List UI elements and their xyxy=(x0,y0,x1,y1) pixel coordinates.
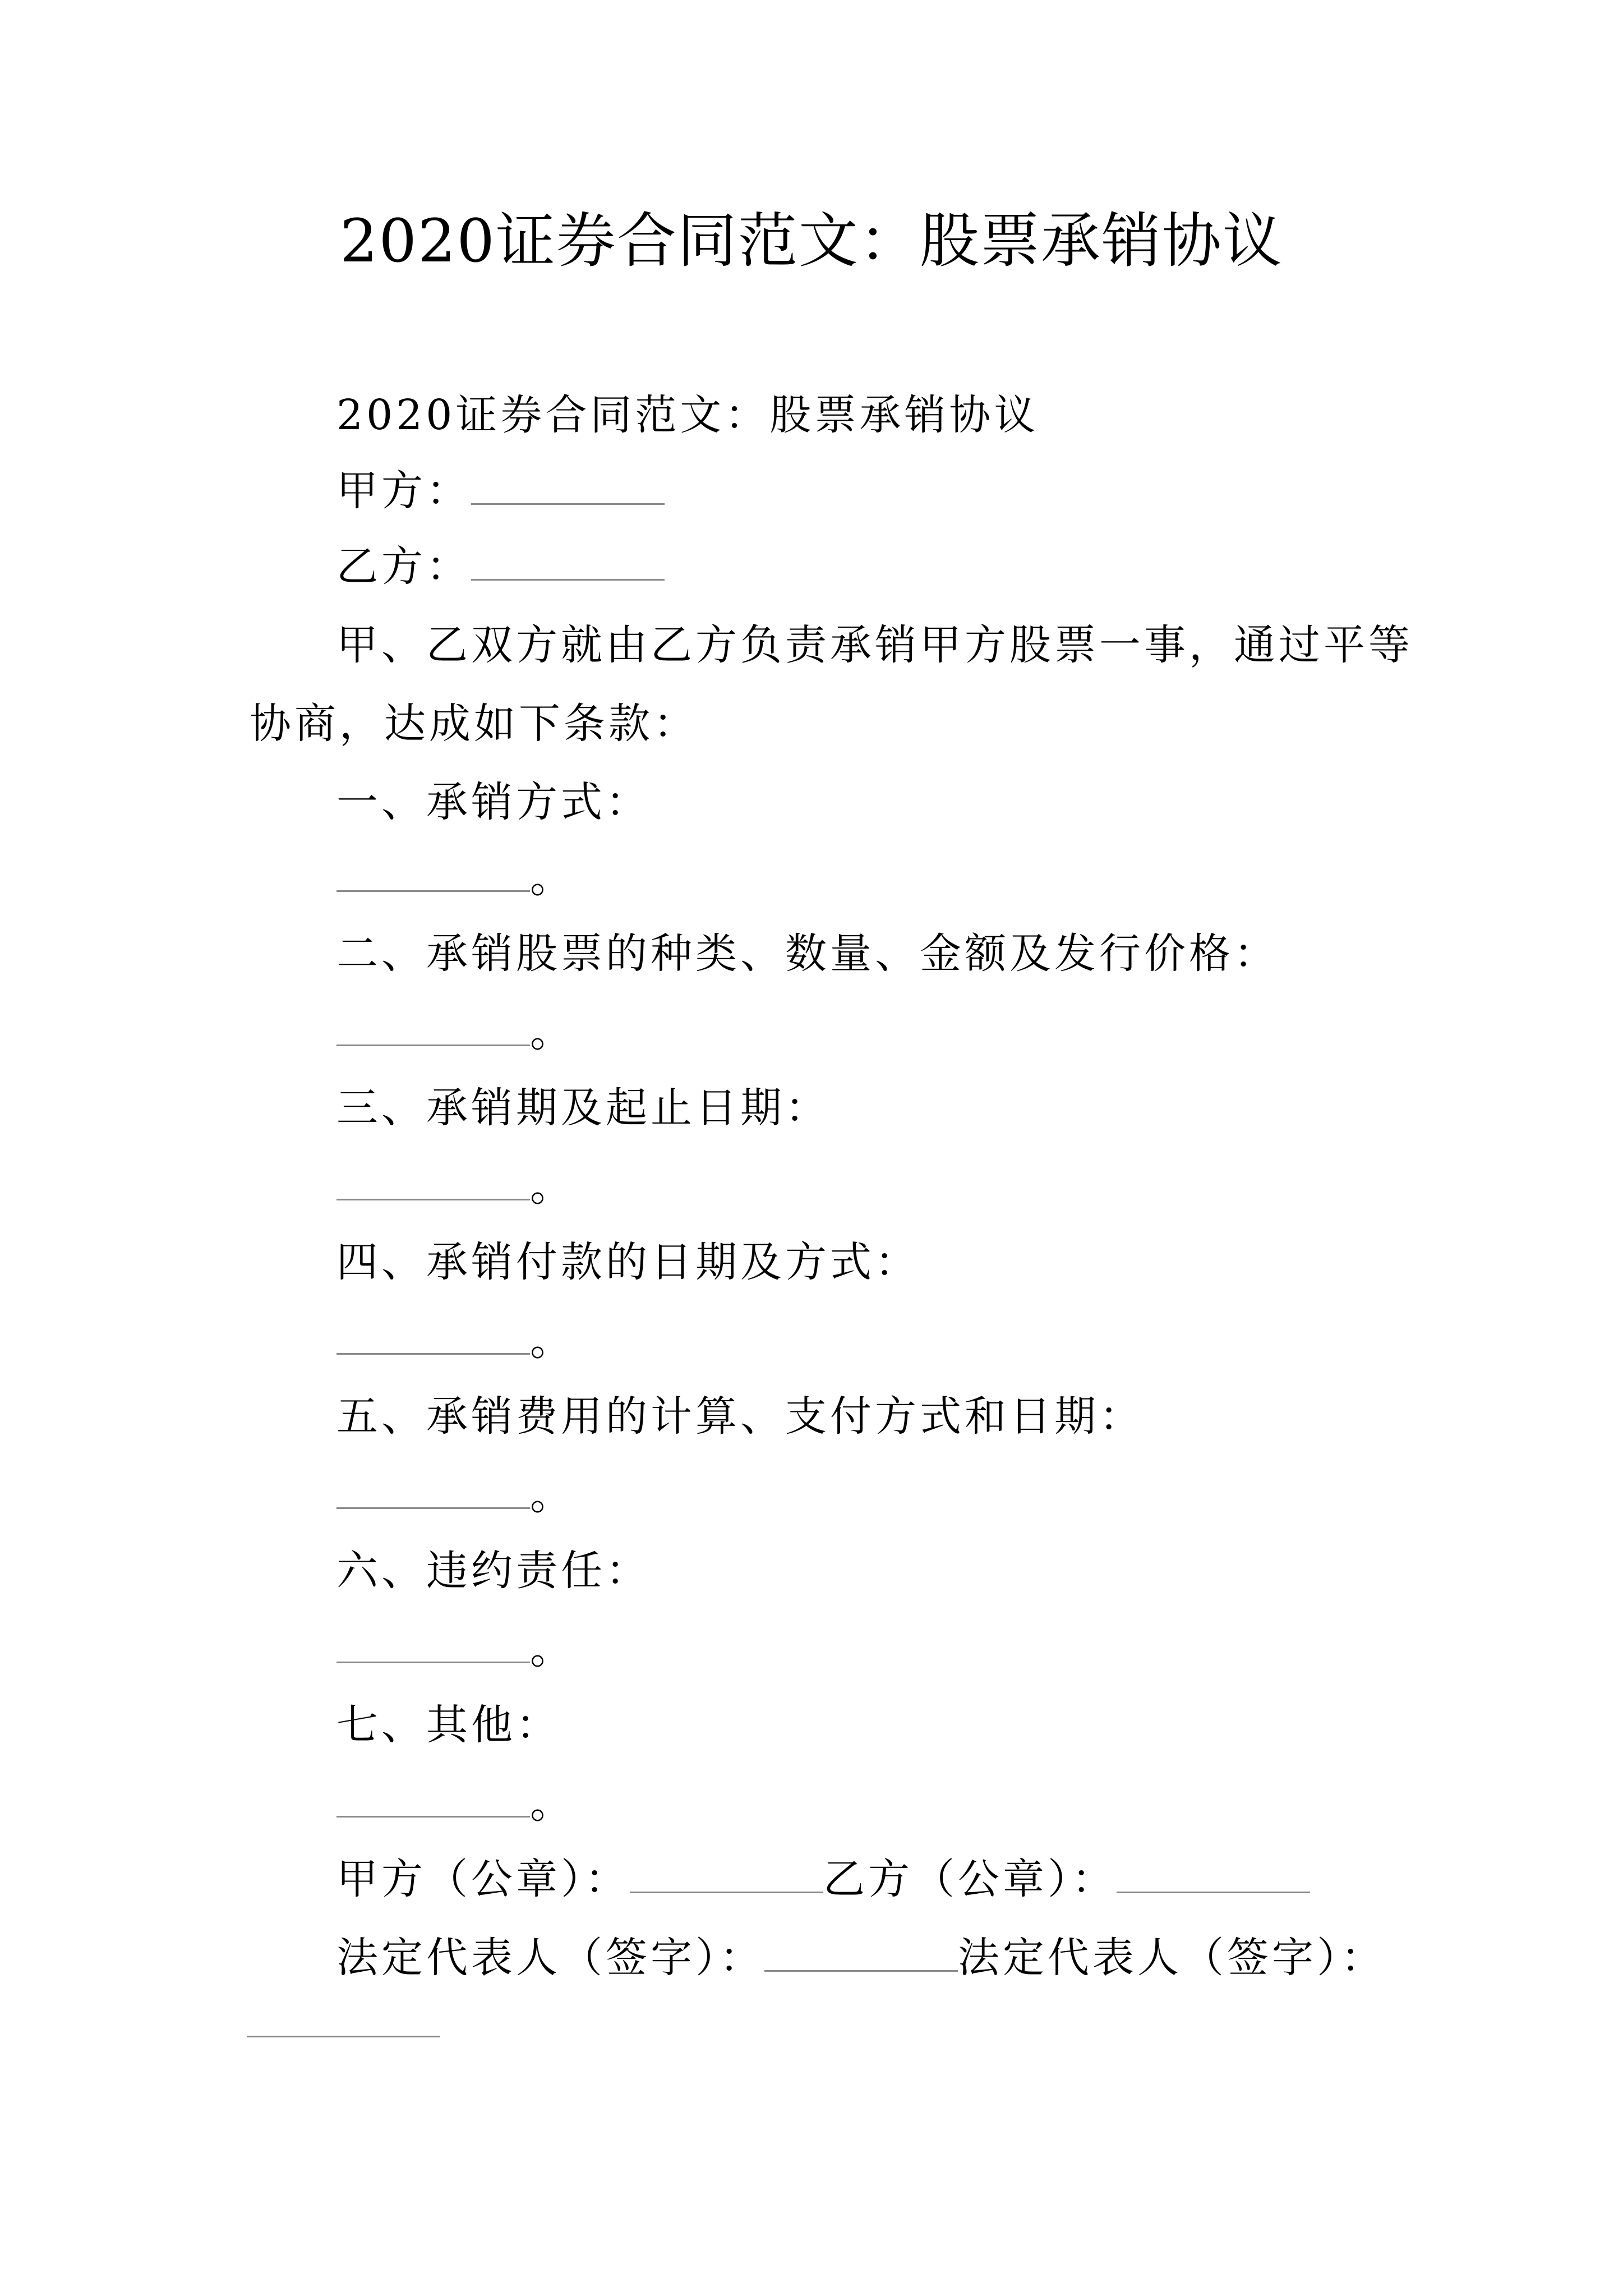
party-a-label: 甲方： xyxy=(336,467,471,515)
clause-5-fill xyxy=(336,1467,575,1523)
clause-3-fill xyxy=(336,1158,575,1214)
clause-6-end: 。 xyxy=(530,1625,575,1673)
clause-6-fill xyxy=(336,1621,575,1677)
clause-3-heading: 三、承销期及起止日期： xyxy=(336,1084,830,1132)
seal-line xyxy=(336,1851,1310,1907)
clause-4-fill xyxy=(336,1313,575,1369)
clause-1-blank xyxy=(336,851,530,892)
seal-b-blank xyxy=(1117,1852,1310,1893)
rep-a-label: 法定代表人（签字）： xyxy=(336,1934,764,1982)
party-b-label: 乙方： xyxy=(336,542,471,591)
intro-line-2: 协商，达成如下条款： xyxy=(250,700,698,748)
document-subtitle: 2020证券合同范文：股票承销协议 xyxy=(336,391,1039,439)
rep-a-blank xyxy=(764,1931,958,1972)
clause-4-end: 。 xyxy=(530,1317,575,1365)
seal-a-blank xyxy=(630,1852,823,1893)
clause-4-blank xyxy=(336,1314,530,1355)
clause-5-heading: 五、承销费用的计算、支付方式和日期： xyxy=(336,1392,1144,1441)
rep-line xyxy=(336,1930,1386,1986)
clause-7-end: 。 xyxy=(530,1779,575,1828)
seal-a-label: 甲方（公章）： xyxy=(336,1855,630,1903)
clause-5-end: 。 xyxy=(530,1471,575,1519)
clause-7-heading: 七、其他： xyxy=(336,1701,561,1749)
clause-1-fill xyxy=(336,850,575,906)
clause-7-fill xyxy=(336,1775,575,1832)
clause-3-blank xyxy=(336,1159,530,1200)
party-a-blank xyxy=(471,464,665,505)
clause-1-end: 。 xyxy=(530,854,575,902)
clause-3-end: 。 xyxy=(530,1162,575,1211)
document-title: 2020证券合同范文：股票承销协议 xyxy=(340,206,1283,275)
clause-6-blank xyxy=(336,1622,530,1663)
seal-b-label: 乙方（公章）： xyxy=(823,1855,1117,1903)
clause-4-heading: 四、承销付款的日期及方式： xyxy=(336,1238,920,1286)
clause-2-fill xyxy=(336,1004,575,1060)
rep-b-label: 法定代表人（签字）： xyxy=(958,1934,1386,1982)
intro-line-1: 甲、乙双方就由乙方负责承销甲方股票一事，通过平等 xyxy=(336,621,1413,669)
clause-7-blank xyxy=(336,1777,530,1818)
clause-2-end: 。 xyxy=(530,1008,575,1056)
clause-6-heading: 六、违约责任： xyxy=(336,1547,651,1595)
clause-2-heading: 二、承销股票的种类、数量、金额及发行价格： xyxy=(336,930,1279,978)
clause-1-heading: 一、承销方式： xyxy=(336,778,651,826)
party-b-line xyxy=(336,539,665,595)
rep-b-blank xyxy=(247,2033,440,2037)
party-b-blank xyxy=(471,540,665,581)
party-a-line xyxy=(336,463,665,519)
clause-5-blank xyxy=(336,1468,530,1509)
clause-2-blank xyxy=(336,1005,530,1046)
